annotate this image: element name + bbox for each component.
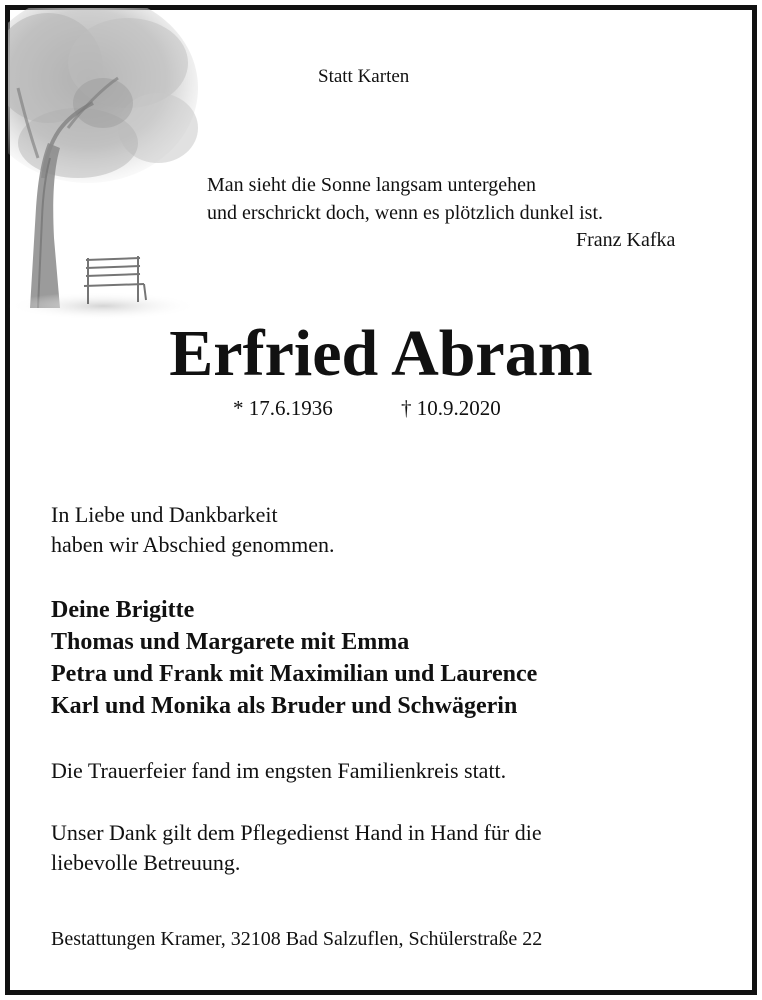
thanks-line-1: Unser Dank gilt dem Pflegedienst Hand in Hand für die	[51, 820, 542, 845]
quote-line-2: und erschrickt doch, wenn es plötzlich dunkel ist.	[207, 202, 604, 224]
statt-karten-label: Statt Karten	[318, 66, 410, 87]
birth-date: * 17.6.1936	[233, 396, 333, 420]
ceremony-notice: Die Trauerfeier fand im engsten Familienkreis statt.	[51, 758, 507, 783]
quote-line-1: Man sieht die Sonne langsam untergehen	[207, 174, 537, 196]
tree-and-bench-icon	[8, 8, 198, 323]
funeral-home-footer: Bestattungen Kramer, 32108 Bad Salzuflen, Schülerstraße 22	[51, 928, 543, 950]
quote-author: Franz Kafka	[576, 229, 676, 251]
thanks-line-2: liebevolle Betreuung.	[51, 850, 241, 875]
mourner-line: Karl und Monika als Bruder und Schwägerin	[51, 693, 518, 719]
mourner-line: Deine Brigitte	[51, 597, 195, 623]
farewell-line-1: In Liebe und Dankbarkeit	[51, 502, 278, 527]
mourner-line: Petra und Frank mit Maximilian und Laurence	[51, 661, 538, 687]
deceased-name: Erfried Abram	[169, 317, 593, 390]
mourner-line: Thomas und Margarete mit Emma	[51, 629, 410, 655]
farewell-line-2: haben wir Abschied genommen.	[51, 532, 335, 557]
death-date: † 10.9.2020	[401, 396, 501, 420]
